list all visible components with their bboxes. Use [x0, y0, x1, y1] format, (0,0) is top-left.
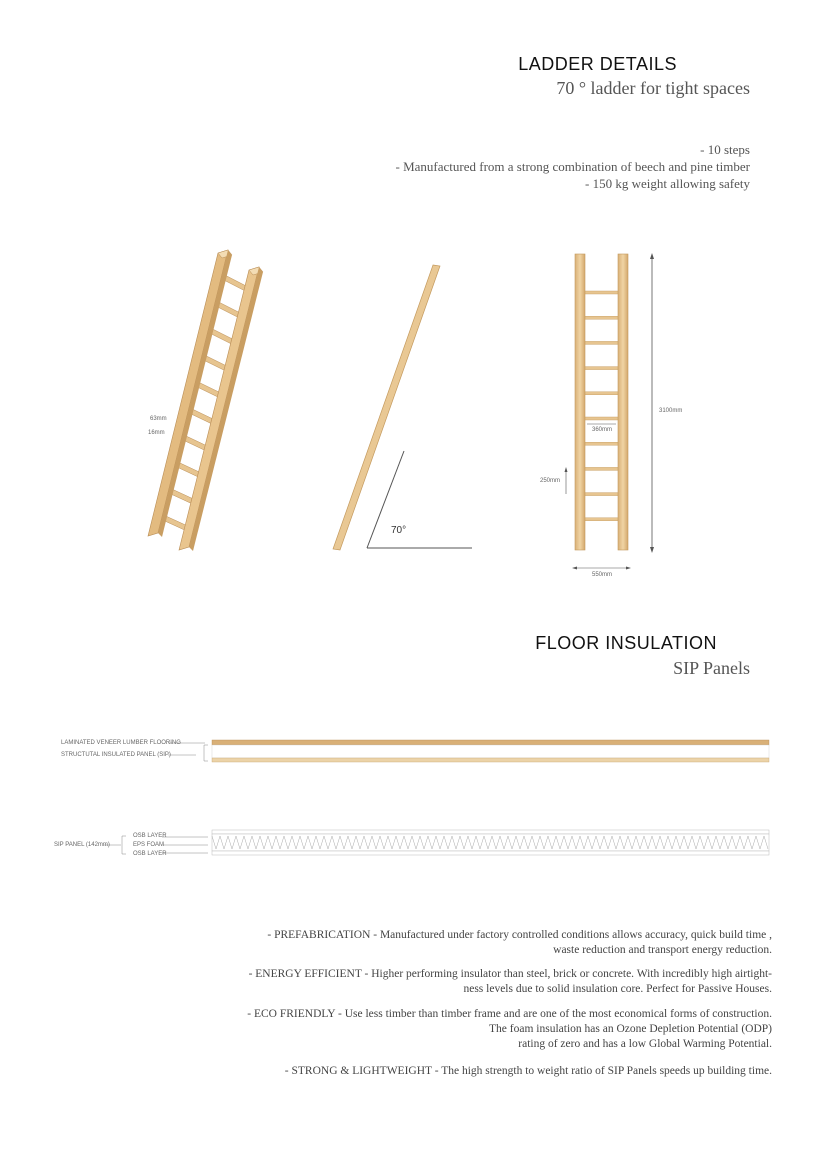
front-rung: [584, 518, 619, 521]
ladder-bullet-2: - Manufactured from a strong combination of beech and pine timber: [395, 159, 750, 174]
ladder-front-view: [565, 253, 655, 570]
angle-label: 70°: [391, 525, 407, 536]
dim-side-width: 63mm: [150, 416, 167, 422]
front-rung: [584, 367, 619, 370]
para-eco-line-3: rating of zero and has a low Global Warming Potential.: [518, 1038, 772, 1050]
para-eco-line-1: - ECO FRIENDLY - Use less timber than timber frame and are one of the most economical forms of construction.: [247, 1008, 772, 1020]
ladder-side-view: [333, 265, 472, 550]
para-strong: [285, 1064, 772, 1079]
left-stile: [575, 254, 585, 550]
floor-section-2: [104, 830, 769, 855]
ladder-perspective-view: [148, 250, 263, 551]
front-rung: [584, 341, 619, 344]
front-rung: [584, 467, 619, 470]
para-strong-line-1: - STRONG & LIGHTWEIGHT - The high strength to weight ratio of SIP Panels speeds up building time.: [284, 1065, 772, 1077]
label-osb-bottom: OSB LAYER: [133, 851, 167, 857]
para-prefab-line-1: - PREFABRICATION - Manufactured under factory controlled conditions allows accuracy, quick build time ,: [267, 929, 772, 941]
floor-title: FLOOR INSULATION: [535, 633, 717, 653]
front-rung: [584, 392, 619, 395]
front-rung: [584, 442, 619, 445]
front-rung: [584, 417, 619, 420]
front-rung: [584, 493, 619, 496]
para-energy-line-1: - ENERGY EFFICIENT - Higher performing insulator than steel, brick or concrete. With incredibly high airtight-: [248, 968, 772, 980]
ladder-bullet-1: - 10 steps: [700, 142, 750, 157]
ladder-title: LADDER DETAILS: [518, 54, 677, 74]
label-osb-top: OSB LAYER: [133, 833, 167, 839]
right-stile: [618, 254, 628, 550]
ladder-bullet-3: - 150 kg weight allowing safety: [585, 176, 750, 191]
front-rung: [584, 291, 619, 294]
dim-side-depth: 16mm: [148, 430, 165, 436]
ladder-front-rungs: [584, 291, 619, 521]
para-prefab-line-2: waste reduction and transport energy reduction.: [553, 944, 772, 956]
floor-section-1: [168, 740, 769, 762]
dim-rung-width: 360mm: [592, 427, 613, 433]
ladder-subtitle: 70 ° ladder for tight spaces: [556, 78, 750, 98]
dim-total-width: 550mm: [592, 572, 613, 578]
floor-subtitle: SIP Panels: [673, 658, 750, 678]
para-eco-line-2: The foam insulation has an Ozone Depletion Potential (ODP): [489, 1023, 772, 1035]
para-eco: [247, 1007, 772, 1052]
label-sip: STRUCTUTAL INSULATED PANEL (SIP): [61, 752, 171, 758]
label-lvl-flooring: LAMINATED VENEER LUMBER FLOORING: [61, 740, 181, 746]
front-rung: [584, 316, 619, 319]
label-eps: EPS FOAM: [133, 842, 165, 848]
dim-height: 3100mm: [659, 408, 683, 414]
label-sip-panel: SIP PANEL (142mm): [54, 842, 110, 848]
dim-spacing: 250mm: [540, 478, 561, 484]
para-prefabrication: [267, 928, 772, 958]
para-energy-line-2: ness levels due to solid insulation core. Perfect for Passive Houses.: [463, 983, 772, 995]
para-energy: [249, 967, 772, 997]
